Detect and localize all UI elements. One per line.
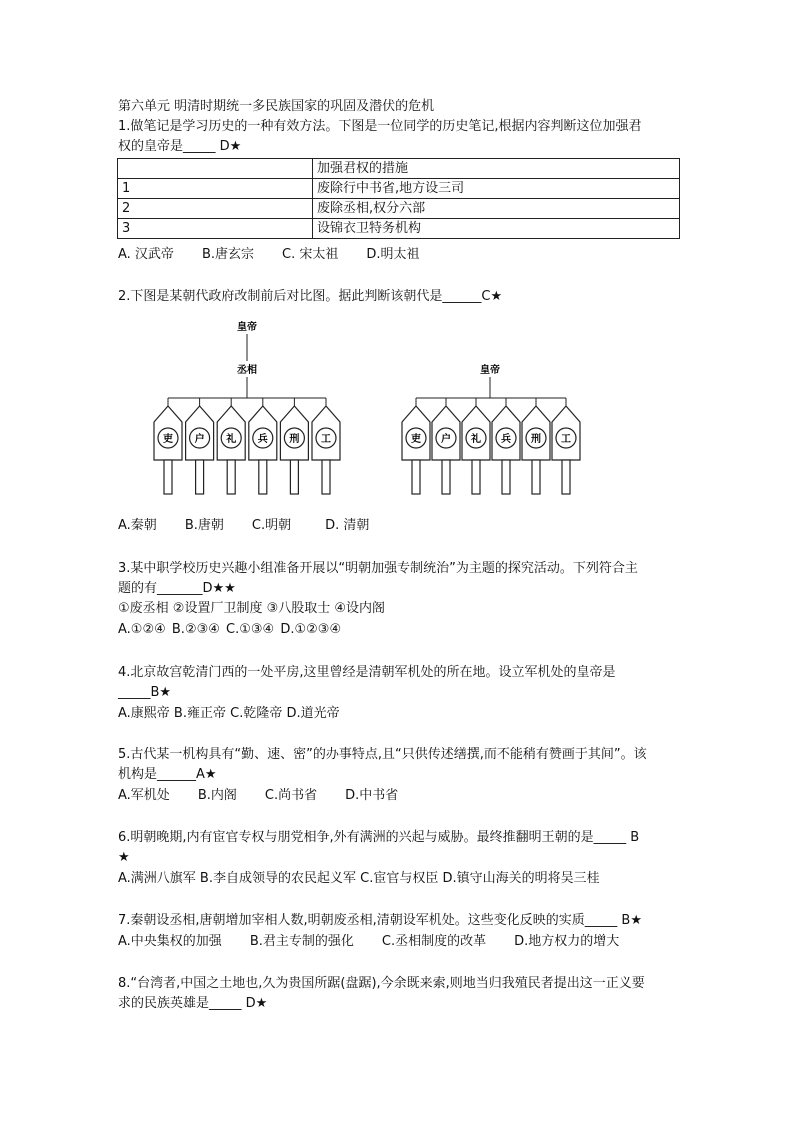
q6-stem-line1: 6.明朝晚期,内有宦官专权与朋党相争,外有满洲的兴起与威胁。最终推翻明王朝的是_____ B xyxy=(118,830,640,845)
ministry-left-1 xyxy=(154,398,182,494)
q5-options xyxy=(118,787,398,805)
q8-stem-line1: 8.“台湾者,中国之土地也,久为贵国所踞(盘踞),今余既来索,则地当归我殖民者提出这一正义要 xyxy=(118,976,645,991)
table-cell: 设锦衣卫特务机构 xyxy=(313,219,680,239)
q2-stem: 2.下图是某朝代政府改制前后对比图。据此判断该朝代是______C★ xyxy=(118,289,503,304)
q1-stem-line1: 1.做笔记是学习历史的一种有效方法。下图是一位同学的历史笔记,根据内容判断这位加强君 xyxy=(118,119,642,134)
table-cell: 废除丞相,权分六部 xyxy=(313,199,680,219)
ministry-label: 刑 xyxy=(289,434,300,445)
ministry-left-5 xyxy=(280,398,308,494)
diagram-right-ministries xyxy=(402,398,580,494)
q2-option-a: A.秦朝 xyxy=(118,518,157,533)
q5-stem-line1: 5.古代某一机构具有“勤、速、密”的办事特点,且“只供传述缮撰,而不能稍有赞画于其间”。该 xyxy=(118,747,647,762)
ministry-left-3 xyxy=(217,398,245,494)
ministry-right-1 xyxy=(402,398,430,494)
ministry-label: 刑 xyxy=(531,434,541,445)
q3-stem-line1: 3.某中职学校历史兴趣小组准备开展以“明朝加强专制统治”为主题的探究活动。下列符合主 xyxy=(118,561,638,576)
ministry-label: 兵 xyxy=(501,434,511,445)
table-cell: 2 xyxy=(118,199,313,219)
q2-options xyxy=(118,517,369,535)
ministry-right-5 xyxy=(522,398,550,494)
q1-notes-table xyxy=(117,158,680,239)
q7-option-b: B.君主专制的强化 xyxy=(249,934,354,949)
ministry-label: 户 xyxy=(441,434,451,445)
q8-stem-line2: 求的民族英雄是_____ D★ xyxy=(118,996,268,1011)
table-header-cell: 加强君权的措施 xyxy=(313,159,680,179)
q3-options: A.①②④ B.②③④ C.①③④ D.①②③④ xyxy=(118,622,342,637)
q1-options xyxy=(118,246,420,264)
ministry-label: 礼 xyxy=(226,434,237,445)
q1-stem-line2: 权的皇帝是_____ D★ xyxy=(118,139,242,154)
q3-items: ①废丞相 ②设置厂卫制度 ③八股取士 ④设内阁 xyxy=(118,601,386,616)
q5-option-a: A.军机处 xyxy=(118,788,170,803)
q2-option-c: C.明朝 xyxy=(251,518,292,533)
table-cell: 1 xyxy=(118,179,313,199)
ministry-label: 工 xyxy=(561,434,571,445)
q2-reform-diagram xyxy=(150,318,590,498)
ministry-label: 户 xyxy=(194,434,205,445)
q2-option-b: B.唐朝 xyxy=(184,518,224,533)
ministry-left-6 xyxy=(312,398,340,494)
diagram-left-ministries xyxy=(154,398,340,494)
table-row xyxy=(118,199,680,219)
q3-stem-line2: 题的有_______D★★ xyxy=(118,581,236,596)
ministry-label: 吏 xyxy=(411,434,421,445)
diagram-left-emperor: 皇帝 xyxy=(237,322,257,333)
diagram-left-chancellor: 丞相 xyxy=(237,365,257,376)
q4-options: A.康熙帝 B.雍正帝 C.乾隆帝 D.道光帝 xyxy=(118,706,340,721)
q2-option-d: D. 清朝 xyxy=(325,518,370,533)
ministry-right-3 xyxy=(462,398,490,494)
q5-stem-line2: 机构是______A★ xyxy=(118,767,217,782)
q7-option-a: A.中央集权的加强 xyxy=(118,934,222,949)
q1-option-a: A. 汉武帝 xyxy=(118,247,174,262)
q4-stem-line1: 4.北京故宫乾清门西的一处平房,这里曾经是清朝军机处的所在地。设立军机处的皇帝是 xyxy=(118,665,616,680)
ministry-left-4 xyxy=(249,398,277,494)
ministry-right-4 xyxy=(492,398,520,494)
ministry-label: 兵 xyxy=(257,434,268,445)
ministry-right-2 xyxy=(432,398,460,494)
q4-stem-line2: _____B★ xyxy=(118,685,172,700)
q5-option-b: B.内阁 xyxy=(197,788,237,803)
ministry-label: 吏 xyxy=(163,434,173,445)
q1-option-d: D.明太祖 xyxy=(366,247,420,262)
q7-options xyxy=(118,933,619,951)
table-row xyxy=(118,179,680,199)
table-cell xyxy=(118,159,313,179)
table-row xyxy=(118,159,680,179)
ministry-left-2 xyxy=(186,398,214,494)
q1-option-b: B.唐玄宗 xyxy=(201,247,254,262)
q6-options: A.满洲八旗军 B.李自成领导的农民起义军 C.宦官与权臣 D.镇守山海关的明将吴三桂 xyxy=(118,871,600,886)
ministry-label: 礼 xyxy=(471,434,481,445)
ministry-label: 工 xyxy=(321,434,331,445)
ministry-right-6 xyxy=(552,398,580,494)
unit-title: 第六单元 明清时期统一多民族国家的巩固及潜伏的危机 xyxy=(118,99,435,114)
q5-option-c: C.尚书省 xyxy=(264,788,318,803)
table-row xyxy=(118,219,680,239)
table-cell: 废除行中书省,地方设三司 xyxy=(313,179,680,199)
table-cell: 3 xyxy=(118,219,313,239)
q7-stem: 7.秦朝设丞相,唐朝增加宰相人数,明朝废丞相,清朝设军机处。这些变化反映的实质_____ B★ xyxy=(118,913,643,928)
q5-option-d: D.中书省 xyxy=(345,788,399,803)
q6-stem-line2: ★ xyxy=(118,850,130,865)
q1-option-c: C. 宋太祖 xyxy=(282,247,339,262)
diagram-right-emperor: 皇帝 xyxy=(480,365,500,376)
q7-option-d: D.地方权力的增大 xyxy=(514,934,620,949)
q7-option-c: C.丞相制度的改革 xyxy=(381,934,487,949)
